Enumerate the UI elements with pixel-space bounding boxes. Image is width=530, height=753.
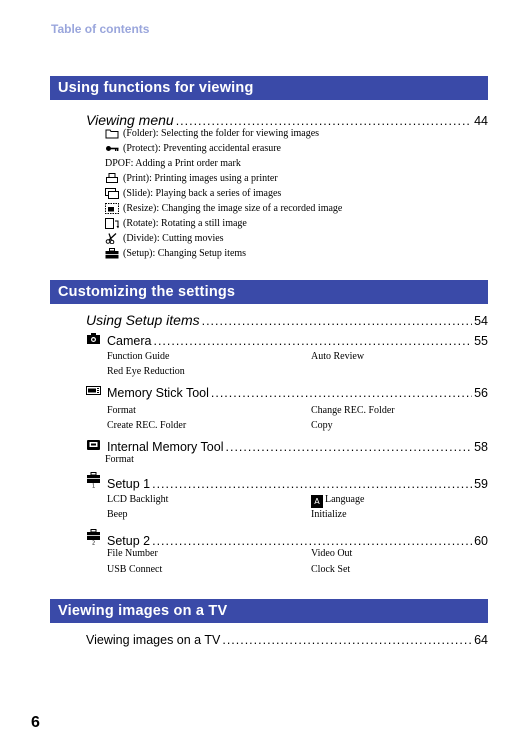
memory-stick-icon: [86, 384, 101, 397]
toc-entry-label: Camera: [107, 334, 152, 348]
setting-item: Format: [107, 405, 136, 416]
setting-item: Copy: [311, 420, 333, 431]
toc-page-number: 54: [474, 314, 488, 328]
svg-text:1: 1: [92, 483, 96, 488]
setup2-icon: [86, 529, 101, 545]
list-item: [105, 218, 247, 229]
setting-item: Red Eye Reduction: [107, 366, 185, 377]
toc-entry-label: Viewing menu: [86, 112, 174, 128]
setting-item: Auto Review: [311, 351, 365, 362]
setting-item: [311, 494, 364, 508]
setup1-icon: [86, 472, 101, 488]
list-item: [105, 173, 278, 184]
list-item: [105, 233, 224, 244]
toc-entry-label: Using Setup items: [86, 312, 200, 328]
setting-item: Create REC. Folder: [107, 420, 187, 431]
slideshow-icon: [105, 188, 119, 199]
list-item-text: (Folder): Selecting the folder for viewing images: [123, 128, 320, 139]
list-item-text: (Rotate): Rotating a still image: [123, 218, 247, 229]
setting-item: File Number: [107, 548, 158, 559]
page-number: 6: [31, 714, 40, 731]
rotate-icon: [105, 218, 119, 229]
setting-item: Initialize: [311, 509, 347, 520]
list-item: [105, 248, 246, 259]
toc-entry-label: Internal Memory Tool: [107, 440, 224, 454]
toc-entry-label: Setup 1: [107, 477, 151, 491]
setting-item-text: Language: [325, 494, 365, 505]
folder-icon: [105, 128, 119, 139]
camera-icon: [86, 332, 101, 345]
section-title-settings: Customizing the settings: [50, 280, 488, 304]
toc-page-number: 60: [474, 534, 488, 548]
toc-entry-setup-2[interactable]: [86, 529, 488, 548]
language-icon: A: [311, 495, 323, 508]
toc-page-number: 56: [474, 386, 488, 400]
list-item: [105, 188, 281, 199]
list-item: [105, 158, 241, 169]
leader-dots: [176, 114, 472, 128]
toc-entry-using-setup-items[interactable]: [86, 312, 488, 328]
list-item-text: (Resize): Changing the image size of a recorded image: [123, 203, 343, 214]
list-item-text: (Protect): Preventing accidental erasure: [123, 143, 281, 154]
list-item: [105, 143, 281, 154]
leader-dots: [202, 314, 472, 328]
leader-dots: [211, 386, 472, 400]
toc-page-number: 58: [474, 440, 488, 454]
key-icon: [105, 143, 119, 154]
toc-entry-viewing-menu[interactable]: [86, 112, 488, 128]
toc-entry-camera[interactable]: [86, 332, 488, 348]
toolbox-icon: [105, 248, 119, 259]
list-item-text: (Print): Printing images using a printer: [123, 173, 278, 184]
internal-memory-icon: [86, 438, 101, 451]
scissors-icon: [105, 233, 119, 244]
list-item-text: DPOF: Adding a Print order mark: [105, 158, 241, 169]
printer-icon: [105, 173, 119, 184]
leader-dots: [226, 440, 473, 454]
svg-text:2: 2: [92, 540, 96, 545]
section-title-viewing: Using functions for viewing: [50, 76, 488, 100]
leader-dots: [152, 477, 472, 491]
leader-dots: [222, 633, 472, 647]
toc-entry-memory-stick-tool[interactable]: [86, 384, 488, 400]
setting-item: Function Guide: [107, 351, 170, 362]
section-title-tv: Viewing images on a TV: [50, 599, 488, 623]
toc-page-number: 59: [474, 477, 488, 491]
toc-entry-label: Setup 2: [107, 534, 151, 548]
leader-dots: [152, 534, 472, 548]
toc-entry-label: Viewing images on a TV: [86, 633, 221, 647]
list-item: [105, 203, 342, 214]
breadcrumb[interactable]: Table of contents: [51, 22, 150, 36]
setting-item: Format: [105, 454, 134, 465]
resize-icon: [105, 203, 119, 214]
setting-item: Video Out: [311, 548, 353, 559]
list-item-text: (Slide): Playing back a series of images: [123, 188, 282, 199]
toc-page-number: 55: [474, 334, 488, 348]
setting-item: LCD Backlight: [107, 494, 169, 505]
toc-page-number: 44: [474, 114, 488, 128]
setting-item: Change REC. Folder: [311, 405, 395, 416]
toc-page-number: 64: [474, 633, 488, 647]
toc-entry-setup-1[interactable]: [86, 472, 488, 491]
toc-entry-viewing-images-on-tv[interactable]: [86, 633, 488, 647]
toc-entry-internal-memory-tool[interactable]: [86, 438, 488, 454]
setting-item: Beep: [107, 509, 128, 520]
leader-dots: [153, 334, 472, 348]
setting-item: USB Connect: [107, 564, 163, 575]
list-item-text: (Divide): Cutting movies: [123, 233, 224, 244]
list-item: [105, 128, 319, 139]
list-item-text: (Setup): Changing Setup items: [123, 248, 247, 259]
setting-item: Clock Set: [311, 564, 351, 575]
toc-entry-label: Memory Stick Tool: [107, 386, 209, 400]
